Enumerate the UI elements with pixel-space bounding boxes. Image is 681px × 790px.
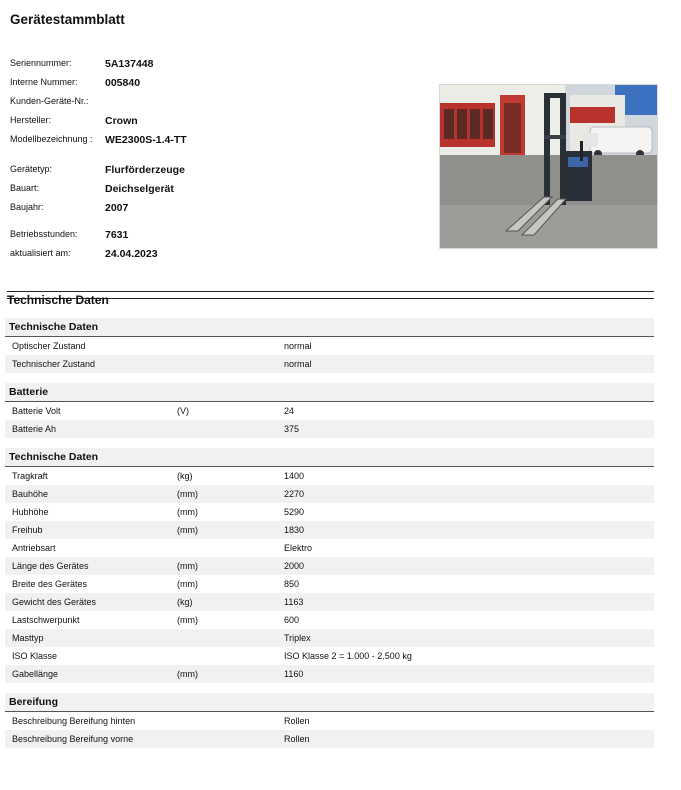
row-value: Elektro: [284, 543, 313, 553]
row-name: Freihub: [12, 525, 43, 535]
table-row: [5, 712, 654, 730]
info-row-seriennummer: [10, 58, 430, 77]
table-row: [5, 467, 654, 485]
row-unit: (V): [177, 406, 189, 416]
info-row-aktualisiert: [10, 248, 430, 267]
row-name: Tragkraft: [12, 471, 48, 481]
forklift-photo: [439, 84, 658, 249]
table-row: [5, 485, 654, 503]
info-label: Seriennummer:: [10, 58, 72, 68]
table-row: [5, 402, 654, 420]
row-name: Lastschwerpunkt: [12, 615, 80, 625]
table-row: [5, 355, 654, 373]
row-unit: (mm): [177, 615, 198, 625]
forklift-photo-icon: [440, 85, 657, 248]
info-row-baujahr: [10, 202, 430, 229]
info-block: [10, 58, 430, 267]
info-row-modellbezeichnung: [10, 134, 430, 164]
info-row-hersteller: [10, 115, 430, 134]
row-value: Triplex: [284, 633, 311, 643]
info-value: 005840: [105, 77, 141, 89]
info-label: Kunden-Geräte-Nr.:: [10, 96, 89, 106]
row-unit: (mm): [177, 579, 198, 589]
info-value: Crown: [105, 115, 138, 127]
row-name: Beschreibung Bereifung vorne: [12, 734, 134, 744]
info-label: Betriebsstunden:: [10, 229, 78, 239]
group-header: Technische Daten: [5, 448, 654, 467]
table-row: [5, 503, 654, 521]
info-value: 7631: [105, 229, 129, 241]
info-label: Bauart:: [10, 183, 40, 193]
info-row-bauart: [10, 183, 430, 202]
row-value: 1160: [284, 669, 304, 679]
info-value: 5A137448: [105, 58, 154, 70]
table-row: [5, 557, 654, 575]
row-name: Gewicht des Gerätes: [12, 597, 97, 607]
table-row: [5, 521, 654, 539]
page-title: Gerätestammblatt: [10, 12, 125, 27]
row-name: Breite des Gerätes: [12, 579, 88, 589]
info-row-kunden-geraete-nr: [10, 96, 430, 115]
row-value: normal: [284, 341, 312, 351]
row-unit: (mm): [177, 561, 198, 571]
row-name: Länge des Gerätes: [12, 561, 89, 571]
row-value: ISO Klasse 2 = 1.000 - 2.500 kg: [284, 651, 412, 661]
info-label: Interne Nummer:: [10, 77, 78, 87]
table-row: [5, 629, 654, 647]
group-header: Batterie: [5, 383, 654, 402]
info-label: Gerätetyp:: [10, 164, 53, 174]
row-value: 850: [284, 579, 300, 589]
row-value: 1400: [284, 471, 305, 481]
section-header: [7, 291, 654, 307]
table-row: [5, 575, 654, 593]
section-title: Technische Daten: [7, 293, 109, 307]
row-value: 375: [284, 424, 300, 434]
info-label: Baujahr:: [10, 202, 44, 212]
table-row: [5, 593, 654, 611]
info-value: Deichselgerät: [105, 183, 174, 195]
info-value: 2007: [105, 202, 129, 214]
row-name: Technischer Zustand: [12, 359, 96, 369]
row-value: 24: [284, 406, 295, 416]
row-value: Rollen: [284, 734, 310, 744]
info-row-betriebsstunden: [10, 229, 430, 248]
row-value: 1830: [284, 525, 305, 535]
spec-tables: [5, 318, 654, 748]
row-unit: (mm): [177, 669, 198, 679]
row-name: Beschreibung Bereifung hinten: [12, 716, 136, 726]
row-unit: (kg): [177, 597, 193, 607]
row-unit: (mm): [177, 507, 198, 517]
row-value: Rollen: [284, 716, 310, 726]
table-row: [5, 539, 654, 557]
row-value: 1163: [284, 597, 304, 607]
info-label: Hersteller:: [10, 115, 52, 125]
table-row: [5, 337, 654, 355]
row-unit: (mm): [177, 489, 198, 499]
group-header: Bereifung: [5, 693, 654, 712]
row-name: Batterie Volt: [12, 406, 61, 416]
row-name: ISO Klasse: [12, 651, 58, 661]
info-row-interne-nummer: [10, 77, 430, 96]
info-value: WE2300S-1.4-TT: [105, 134, 187, 146]
row-value: normal: [284, 359, 312, 369]
info-value: Flurförderzeuge: [105, 164, 185, 176]
info-label: aktualisiert am:: [10, 248, 71, 258]
group-header: Technische Daten: [5, 318, 654, 337]
row-unit: (kg): [177, 471, 193, 481]
row-value: 600: [284, 615, 300, 625]
row-value: 2270: [284, 489, 305, 499]
section-divider-top: [7, 291, 654, 292]
table-row: [5, 647, 654, 665]
row-name: Optischer Zustand: [12, 341, 86, 351]
row-name: Masttyp: [12, 633, 44, 643]
table-row: [5, 420, 654, 438]
row-unit: (mm): [177, 525, 198, 535]
table-row: [5, 611, 654, 629]
row-value: 5290: [284, 507, 305, 517]
row-name: Bauhöhe: [12, 489, 49, 499]
row-name: Antriebsart: [12, 543, 56, 553]
info-label: Modellbezeichnung :: [10, 134, 93, 144]
info-row-geraetetyp: [10, 164, 430, 183]
info-value: 24.04.2023: [105, 248, 158, 260]
row-value: 2000: [284, 561, 305, 571]
row-name: Gabellänge: [12, 669, 59, 679]
row-name: Hubhöhe: [12, 507, 49, 517]
table-row: [5, 665, 654, 683]
table-row: [5, 730, 654, 748]
row-name: Batterie Ah: [12, 424, 57, 434]
